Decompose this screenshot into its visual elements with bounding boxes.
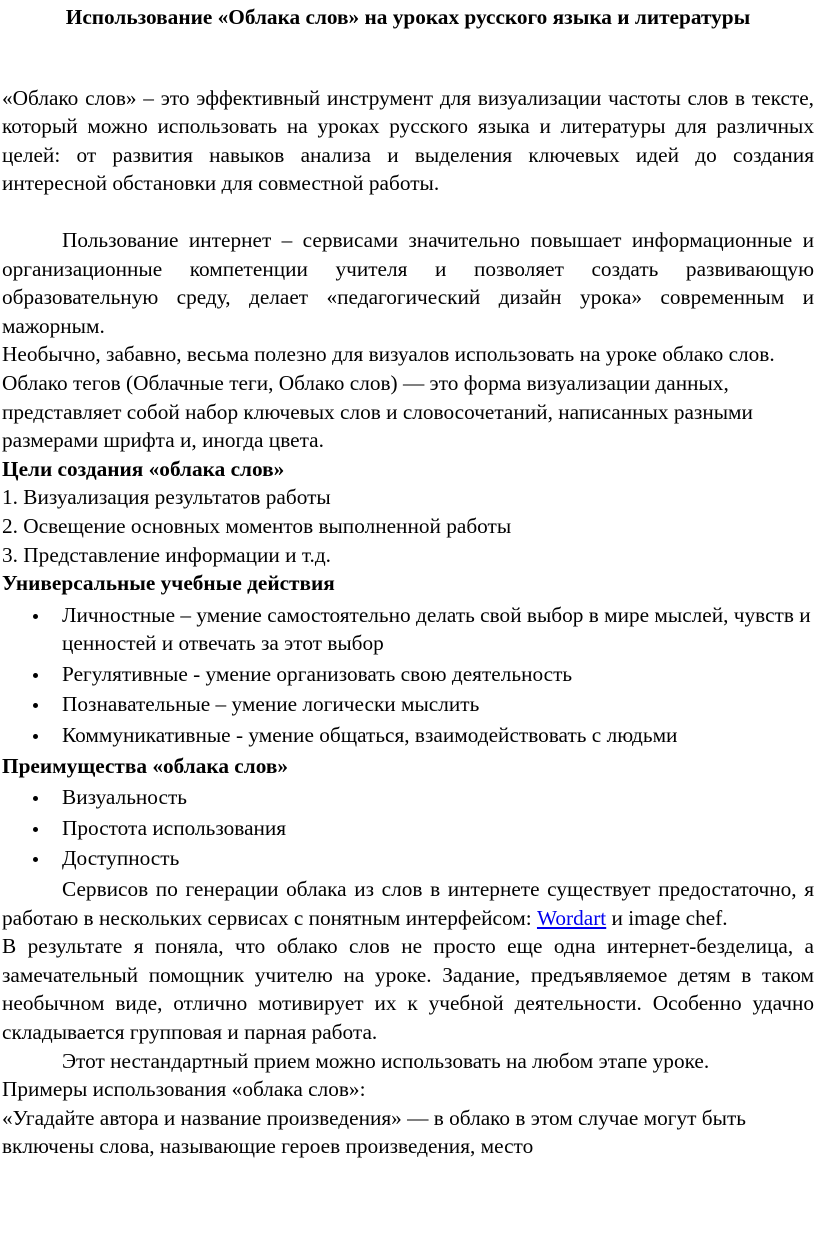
stage-paragraph: Этот нестандартный прием можно использовать на любом этапе уроке.	[62, 1048, 710, 1073]
list-item	[62, 690, 814, 719]
list-item	[62, 814, 814, 843]
example-guess-paragraph: «Угадайте автора и название произведения» — в облако в этом случае могут быть включены слова, называющие героев произведения, место	[2, 1105, 746, 1159]
definition-paragraph: Облако тегов (Облачные теги, Облако слов) — это форма визуализации данных, представляет собой набор ключевых слов и словосочетаний, написанных разными размерами шрифта и, иногда цвета.	[2, 370, 753, 453]
list-item	[62, 844, 814, 873]
list-item-text: Регулятивные - умение организовать свою деятельность	[62, 661, 573, 686]
services-text: Сервисов по генерации облака из слов в интернете существует предостаточно, я работаю в нескольких сервисах с понятным интерфейсом:	[2, 877, 814, 930]
list-item-text: Доступность	[62, 846, 180, 871]
list-item	[62, 721, 814, 750]
list-item-text: Коммуникативные - умение общаться, взаимодействовать с людьми	[62, 723, 678, 748]
wordart-link[interactable]: Wordart	[536, 905, 607, 930]
list-item	[62, 601, 814, 658]
list-item-text: Простота использования	[62, 815, 287, 840]
advantages-list	[2, 783, 814, 873]
goal-item: 2. Освещение основных моментов выполненной работы	[2, 513, 512, 538]
list-item-text: Познавательные – умение логически мыслить	[62, 692, 480, 717]
intro-paragraph: «Облако слов» – это эффективный инструмент для визуализации частоты слов в тексте, который можно использовать на уроках русского языка и литературы для различных целей: от развития навыков анализа и выделения ключевых идей до создания интересной обстановки для совместной работы.	[2, 85, 814, 196]
internet-services-paragraph: Пользование интернет – сервисами значительно повышает информационные и организационные компетенции учителя и позволяет создать развивающую образовательную среду, делает «педагогический дизайн урока» современным и мажорным.	[2, 227, 814, 338]
list-item-text: Визуальность	[62, 785, 187, 810]
list-item	[62, 660, 814, 689]
bullet-icon	[33, 703, 38, 708]
bullet-icon	[33, 673, 38, 678]
examples-heading: Примеры использования «облака слов»:	[2, 1077, 366, 1102]
list-item-text: Личностные – умение самостоятельно делать свой выбор в мире мыслей, чувств и ценностей и отвечать за этот выбор	[62, 602, 811, 656]
bullet-icon	[33, 827, 38, 832]
goals-heading: Цели создания «облака слов»	[2, 456, 285, 481]
uud-heading: Универсальные учебные действия	[2, 571, 335, 596]
result-paragraph: В результате я поняла, что облако слов не просто еще одна интернет-безделица, а замечательный помощник учителю на уроке. Задание, предъявляемое детям в таком необычном виде, отлично мотивирует их к учебной деятельности. Особенно удачно складывается групповая и парная работа.	[2, 934, 814, 1044]
services-text-after: и image chef.	[606, 905, 728, 930]
bullet-icon	[33, 734, 38, 739]
document-title: Использование «Облака слов» на уроках русского языка и литературы	[65, 5, 751, 29]
advantages-heading: Преимущества «облака слов»	[2, 753, 288, 778]
unusual-paragraph: Необычно, забавно, весьма полезно для визуалов использовать на уроке облако слов.	[2, 342, 775, 367]
goal-item: 1. Визуализация результатов работы	[2, 485, 331, 510]
goal-item: 3. Представление информации и т.д.	[2, 542, 332, 567]
bullet-icon	[33, 614, 38, 619]
bullet-icon	[33, 796, 38, 801]
bullet-icon	[33, 857, 38, 862]
uud-list	[2, 601, 814, 750]
list-item	[62, 783, 814, 812]
services-paragraph	[2, 875, 814, 932]
